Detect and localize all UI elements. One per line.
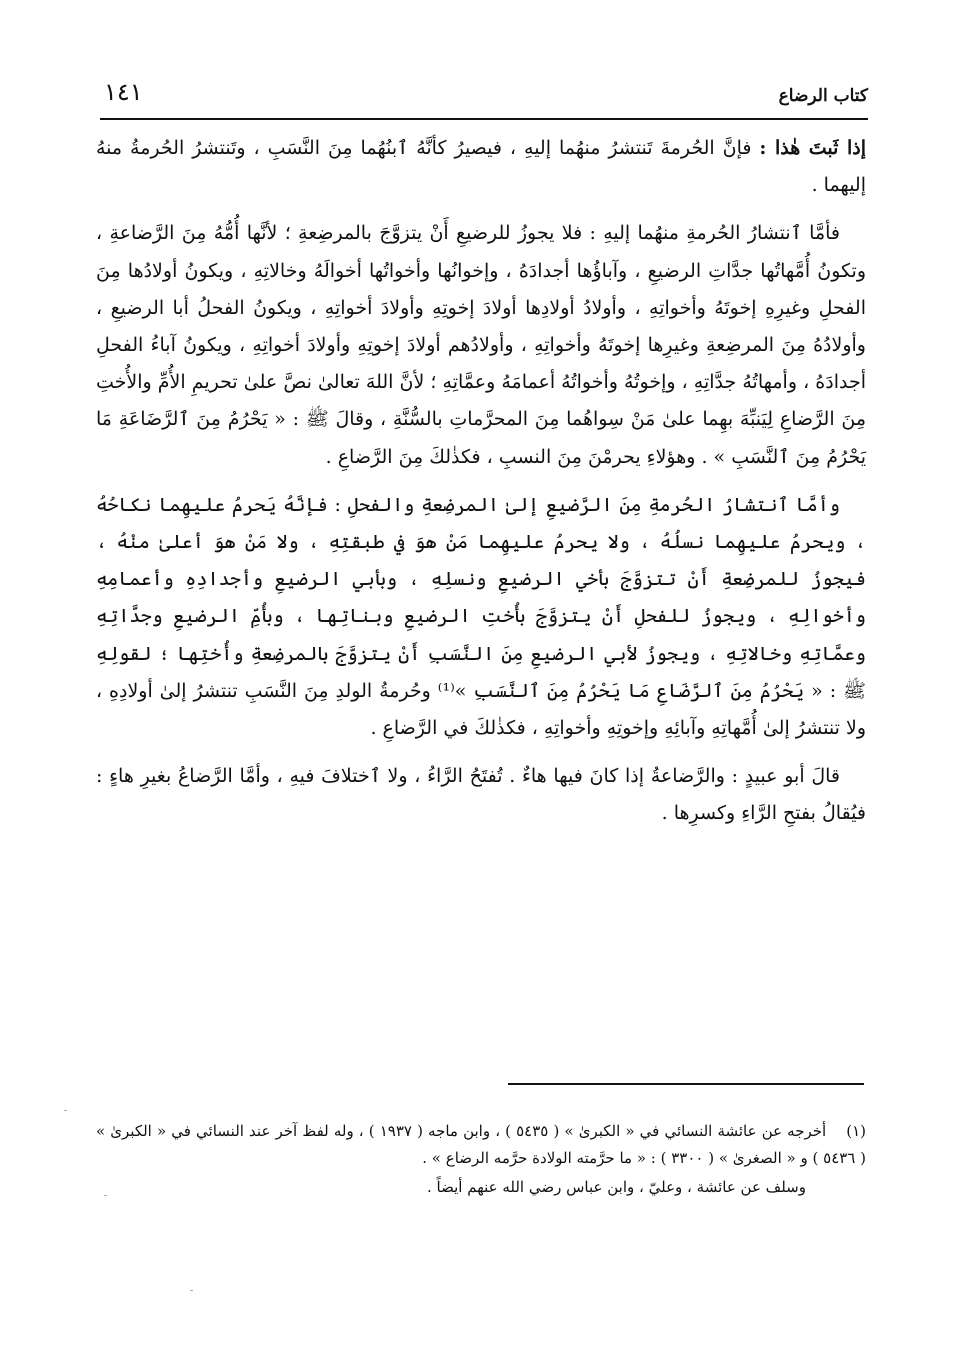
footnote-extra: وسلف عن عائشة ، وعليّ ، وابن عباس رضي الله عنهم أيضاً .: [426, 1178, 806, 1196]
paragraph: [96, 758, 866, 832]
scan-speck: [64, 1110, 67, 1111]
paragraph-text: فأمَّا ٱنتشارُ الحُرمةِ منهُما إليهِ : فلا يجوزُ للرضيعِ أَنْ يتزوَّجَ بالمرضِعةِ ؛ لأنَّها أُمُّهُ مِنَ الرَّضاعةِ ، وتكونُ أُمَّهاتُها جدَّاتِ الرضيعِ ، وآباؤُها أجدادَهُ ، وإخوانُها وأخواتُها أخوالَهُ وخالاتِهِ ، ويكونُ أولادُها مِنَ الفحلِ وغيرِهِ إخوتَهُ وأخواتِهِ ، وأولادُ أولادِها أولادَ إخوتِهِ وأولادَ أخواتِهِ ، ويكونُ الفحلُ أبا الرضيعِ ، وأولادُهُ مِنَ المرضِعةِ وغيرِها إخوتَهُ وأخواتِهِ ، وأولادُهم أولادَ إخوتِهِ وأولادَ أخواتِهِ ، ويكونُ آباءُ الفحلِ أجدادَهُ ، وأمهاتُهُ جدَّاتِهِ ، وإخوتُهُ وأخواتُهُ أعمامَهُ وعمَّاتِهِ ؛ لأنَّ اللهَ تعالىٰ نصَّ علىٰ تحريمِ الأُمِّ والأُختِ مِنَ الرَّضاعِ لِيَنبِّهَ بهِما علىٰ مَنْ سِواهُما مِنَ المحرَّماتِ بالسُّنَّةِ ، وقالَ ﷺ : « يَحْرُمُ مِنَ ٱلرَّضَاعَةِ مَا يَحْرُمُ مِنَ ٱلنَّسَبِ » . وهؤلاءِ يحرمْنَ مِنَ النسبِ ، فكذٰلكَ مِنَ الرَّضاعِ .: [96, 222, 866, 468]
footnote: [96, 1118, 866, 1172]
paragraph: [96, 130, 866, 204]
scan-speck: [104, 1195, 107, 1196]
paragraph: [96, 215, 866, 475]
paragraph: [96, 487, 866, 747]
scan-speck: [190, 1290, 193, 1291]
paragraph-text: قالَ أبو عبيدٍ : والرَّضاعةُ إذا كانَ فيها هاءٌ . تُفتَحُ الرَّاءُ ، ولا ٱختلافَ فيهِ ، وأمَّا الرَّضاعُ بغيرِ هاءٍ : فيُقالُ بفتحِ الرَّاءِ وكسرِها .: [96, 765, 866, 825]
footnote-separator: [508, 1083, 864, 1085]
footnote-number: (١): [846, 1122, 866, 1140]
paragraph-text: فإنَّ الحُرمةَ تَنتشرُ منهُما إليهِ ، فيصيرُ كأنَّهُ ٱبنُهُما مِنَ النَّسَبِ ، وتَنتشرُ الحُرمةُ منهُ إليهما .: [96, 137, 866, 197]
page-number: ١٤١: [104, 78, 143, 106]
paragraph-text: وأمَّا ٱنتشارُ الحُرمةِ مِنَ الرَّضيعِ إلىٰ المرضِعةِ والفحلِ : فإنَّهُ يَحرمُ عليهِما نكاحُهُ ، ويحرمُ عليهِما نسلُهُ ، ولا يحرمُ عليهِما مَنْ هوَ في طبقتِهِ ، ولا مَنْ هوَ أعلىٰ منْهُ ، فيجوزُ للمرضِعةِ أَنْ تتزوَّجَ بأخي الرضيعِ ونسلِهِ ، وبأبي الرضيعِ وأجدادِهِ وأعمامِهِ وأخوالِهِ ، ويجوزُ للفحلِ أَنْ يتزوَّجَ بأُختِ الرضيعِ وبناتِها ، وبأُمِّ الرضيعِ وجدَّاتِهِ وعمَّاتِهِ وخالاتِهِ ، ويجوزُ لأبي الرضيعِ مِنَ النَّسَبِ أَنْ يتزوَّجَ بالمرضِعةِ وأُختِها ؛ لقولِهِ ﷺ : « يَحْرُمُ مِنَ ٱلرَّضَاعِ مَا يَحْرُمُ مِنَ ٱلنَّسَبِ »⁽¹⁾ وحُرمةُ الولدِ مِنَ النَّسَبِ تنتشرُ إلىٰ أولادِهِ ، ولا تنتشرُ إلىٰ أُمَّهاتِهِ وآبائِهِ وإخوتِهِ وأخواتِهِ ، فكذٰلكَ في الرَّضاعِ .: [96, 493, 866, 740]
footnotes: [96, 1118, 866, 1201]
running-title: كتاب الرضاع: [778, 86, 868, 106]
paragraph-lead: إذا ثَبتَ هٰذا :: [759, 137, 866, 159]
footnote-text: أخرجه عن عائشة النسائي في « الكبرىٰ » ( ٥٤٣٥ ) ، وابن ماجه ( ١٩٣٧ ) ، وله لفظ آخر عند النسائي في « الكبرىٰ » ( ٥٤٣٦ ) و « الصغرىٰ » ( ٣٣٠٠ ) : « ما حرَّمته الولادة حرَّمه الرضاع » .: [96, 1122, 866, 1167]
page-header: [100, 78, 868, 120]
main-text: [96, 130, 866, 844]
